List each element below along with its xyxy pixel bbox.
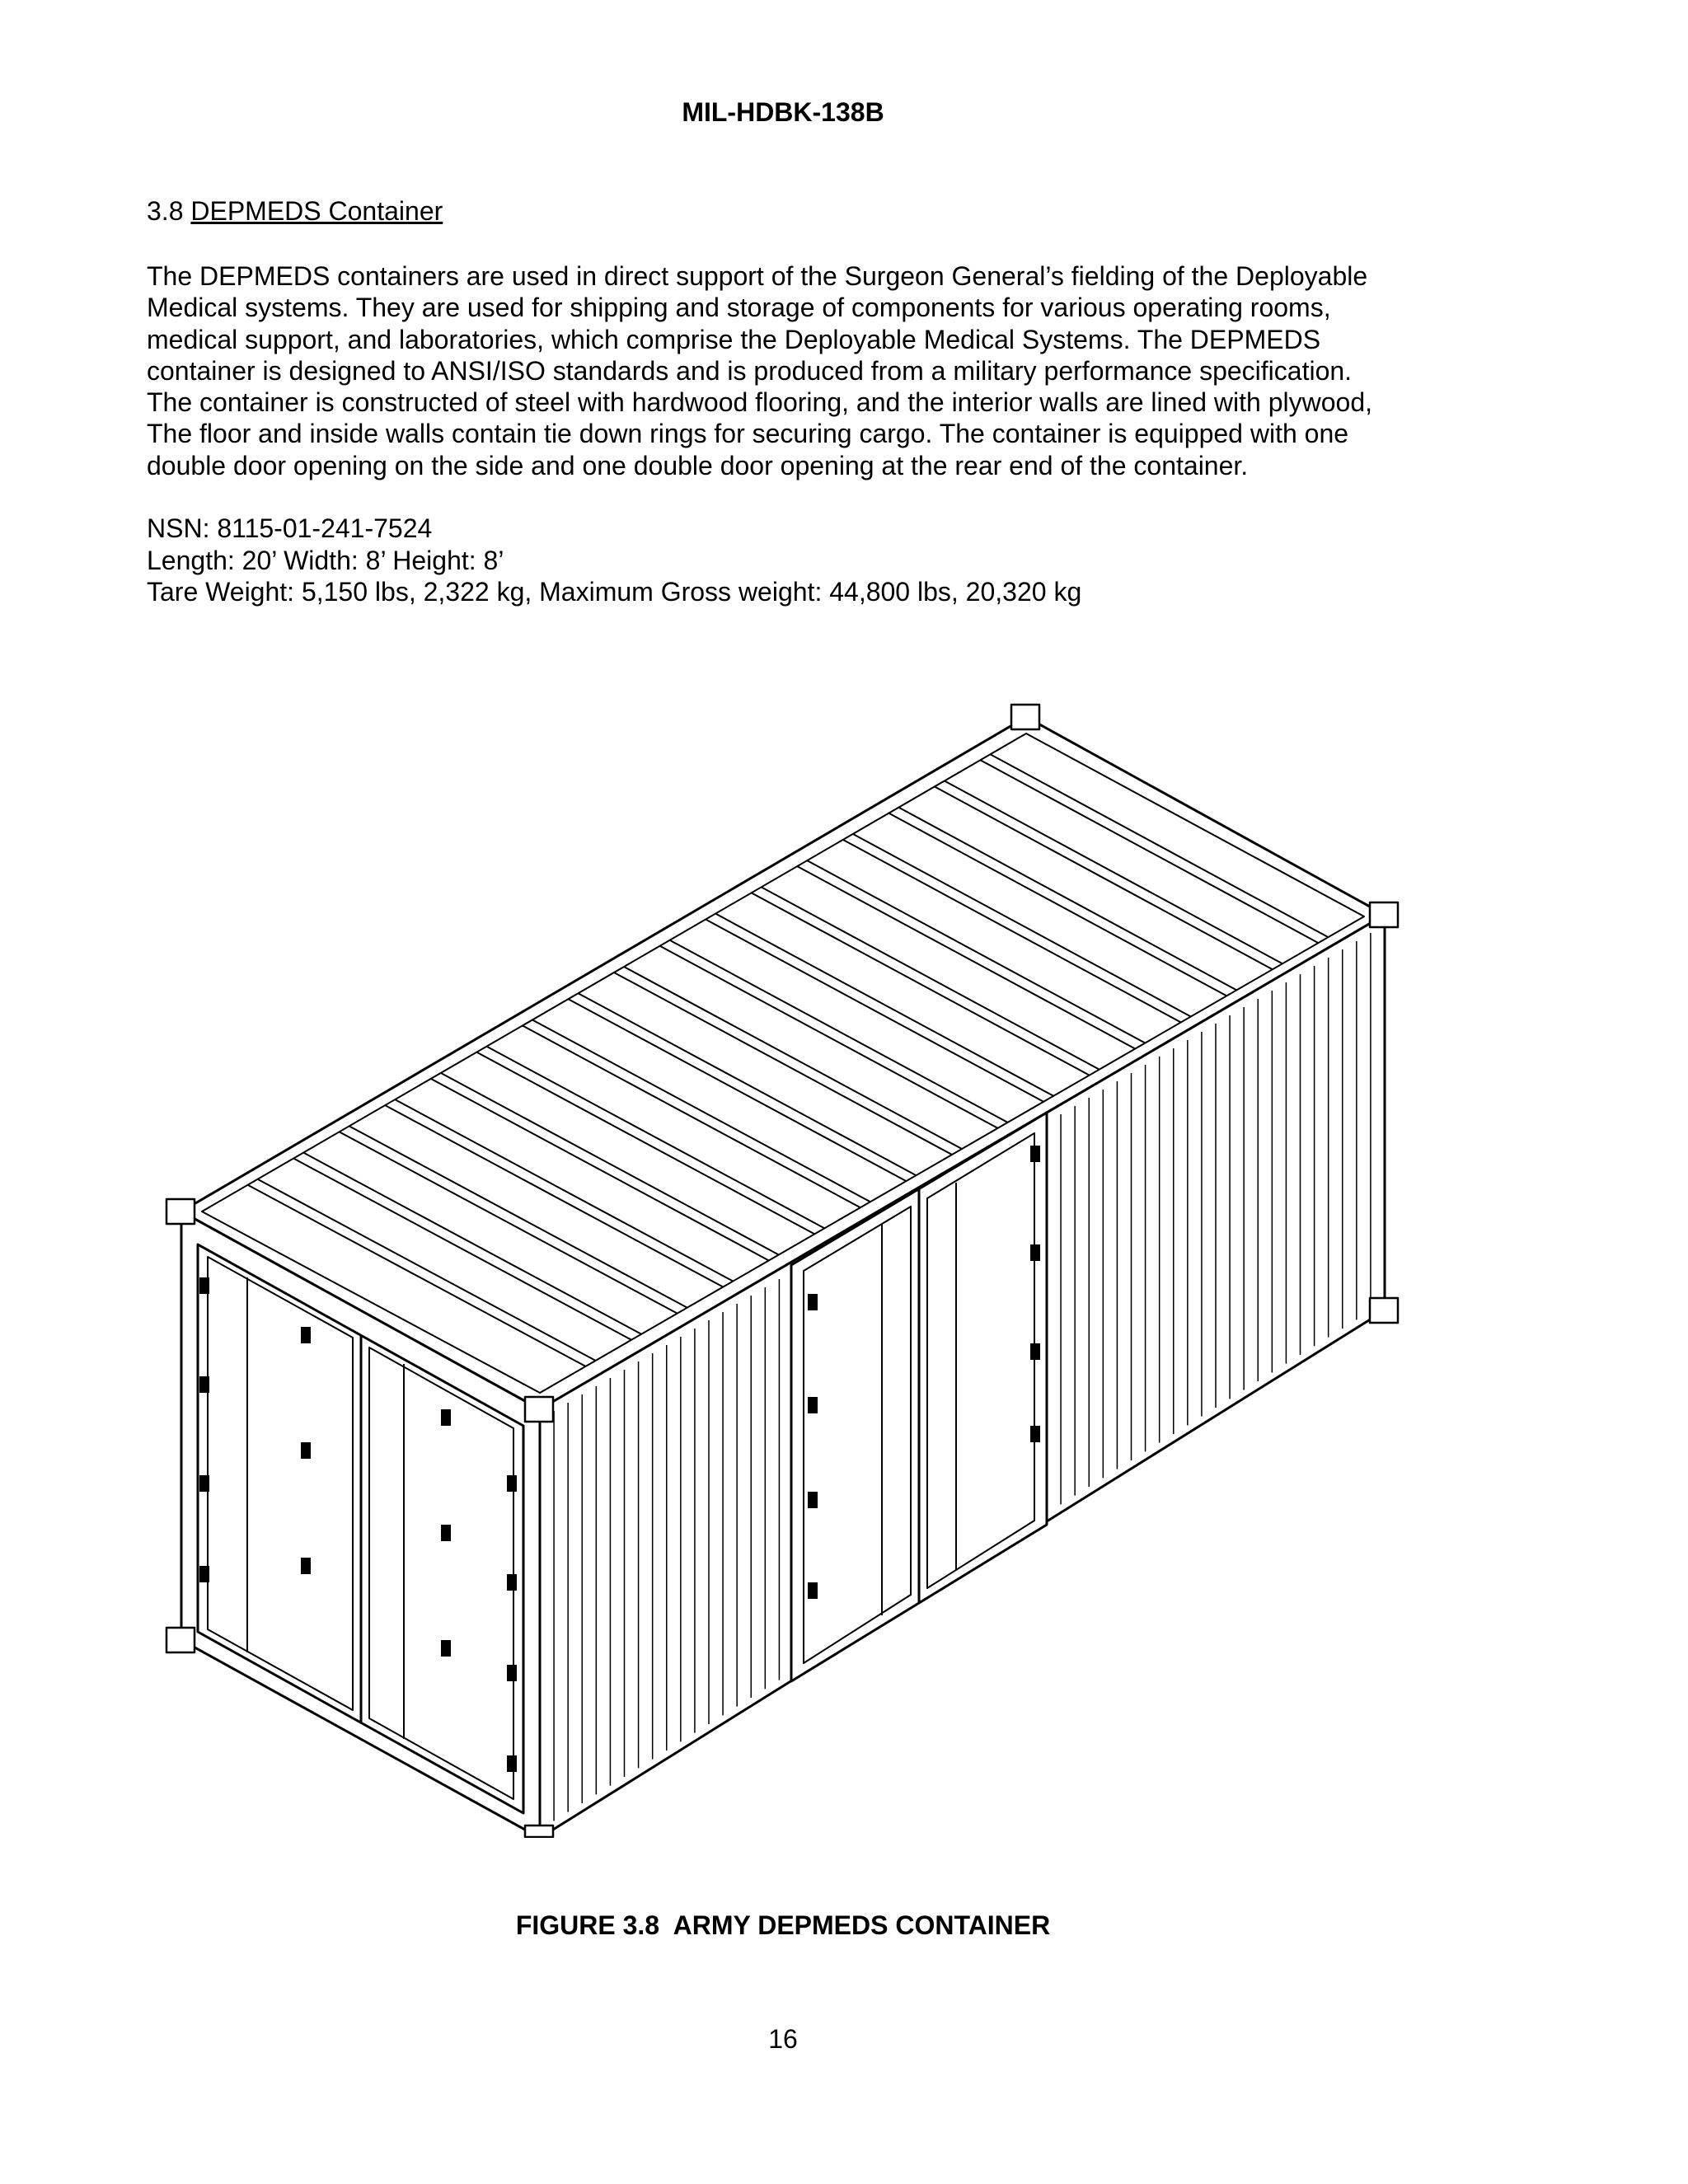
hinge-mark: [808, 1582, 818, 1599]
figure-caption: FIGURE 3.8 ARMY DEPMEDS CONTAINER: [515, 1910, 1051, 1940]
weights-line: Tare Weight: 5,150 lbs, 2,322 kg, Maximum Gross weight: 44,800 lbs, 20,320 kg: [147, 577, 1082, 607]
hinge-mark: [441, 1409, 451, 1426]
paragraph-line: Medical systems. They are used for shipping and storage of components for various operating rooms,: [147, 293, 1331, 323]
hinge-mark: [301, 1327, 311, 1343]
paragraph-line: double door opening on the side and one double door opening at the rear end of the container.: [147, 450, 1249, 480]
paragraph-line: The floor and inside walls contain tie down rings for securing cargo. The container is equipped with one: [147, 419, 1349, 449]
page-number: 16: [768, 2024, 798, 2054]
paragraph-line: The DEPMEDS containers are used in direct support of the Surgeon General’s fielding of the Deployable: [147, 261, 1368, 291]
section-heading: [147, 196, 443, 227]
specifications-block: [147, 513, 1081, 608]
hinge-mark: [507, 1665, 517, 1681]
hinge-mark: [301, 1442, 311, 1459]
document-header: MIL-HDBK-138B: [682, 97, 884, 127]
hinge-mark: [441, 1525, 451, 1541]
hinge-mark: [199, 1475, 209, 1492]
paragraph-line: container is designed to ANSI/ISO standards and is produced from a military performance specification.: [147, 355, 1353, 386]
hinge-mark: [808, 1294, 818, 1310]
hinge-mark: [507, 1574, 517, 1591]
hinge-mark: [441, 1640, 451, 1657]
dimensions-line: Length: 20’ Width: 8’ Height: 8’: [147, 545, 504, 575]
hinge-mark: [507, 1755, 517, 1772]
body-paragraph: [147, 260, 1432, 481]
hinge-mark: [199, 1277, 209, 1294]
paragraph-line: medical support, and laboratories, which comprise the Deployable Medical Systems. The DEPMEDS: [147, 324, 1321, 354]
section-number: 3.8: [147, 196, 184, 226]
hinge-mark: [301, 1558, 311, 1574]
hinge-mark: [1030, 1146, 1040, 1162]
hinge-mark: [1030, 1343, 1040, 1360]
section-title: DEPMEDS Container: [190, 196, 443, 226]
container-illustration: [157, 701, 1426, 1838]
hinge-mark: [199, 1376, 209, 1393]
hinge-mark: [808, 1492, 818, 1508]
hinge-mark: [1030, 1426, 1040, 1442]
hinge-mark: [808, 1397, 818, 1413]
nsn-line: NSN: 8115-01-241-7524: [147, 513, 433, 543]
hinge-mark: [1030, 1244, 1040, 1261]
hinge-mark: [199, 1566, 209, 1582]
hinge-mark: [507, 1475, 517, 1492]
paragraph-line: The container is constructed of steel with hardwood flooring, and the interior walls are lined with plywood,: [147, 387, 1373, 418]
